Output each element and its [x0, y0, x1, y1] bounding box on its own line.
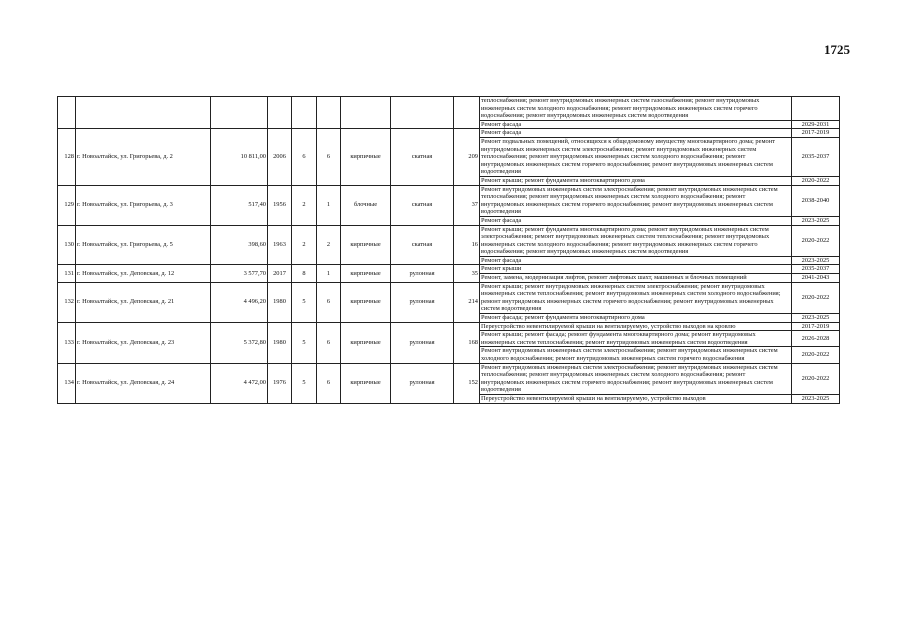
work-description: Ремонт внутридомовых инженерных систем электроснабжения; ремонт внутридомовых инженерных систем холодного водоснабжения; ремонт внутридомовых инженерных систем горячего водоснабжения: [480, 347, 792, 363]
work-description: Ремонт крыши: [480, 265, 792, 274]
total-area: 5 372,80: [211, 322, 268, 363]
entrances-count: 2: [317, 225, 341, 265]
row-number: 130: [58, 225, 76, 265]
work-description: Ремонт, замена, модернизация лифтов, ремонт лифтовых шахт, машинных и блочных помещений: [480, 274, 792, 283]
build-year: 2006: [268, 129, 292, 185]
row-number: 133: [58, 322, 76, 363]
floors-count: 6: [292, 129, 317, 185]
entrances-count: 6: [317, 363, 341, 403]
build-year: 1980: [268, 282, 292, 322]
row-number: 128: [58, 129, 76, 185]
work-description: Ремонт крыши; ремонт фундамента многоквартирного дома: [480, 176, 792, 185]
work-period: 2023-2025: [792, 394, 840, 403]
total-area: 3 577,70: [211, 265, 268, 282]
wall-material: кирпичные: [341, 129, 391, 185]
total-area: 4 496,20: [211, 282, 268, 322]
empty-cell: [268, 97, 292, 129]
work-period: 2029-2031: [792, 120, 840, 129]
entrances-count: 1: [317, 185, 341, 225]
empty-cell: [292, 97, 317, 129]
total-area: 398,60: [211, 225, 268, 265]
roof-type: рулонная: [391, 282, 454, 322]
work-description: Ремонт фасада: [480, 120, 792, 129]
entrances-count: 6: [317, 282, 341, 322]
apartments-count: 168: [454, 322, 480, 363]
wall-material: кирпичные: [341, 265, 391, 282]
work-period: 2023-2025: [792, 256, 840, 265]
empty-cell: [341, 97, 391, 129]
entrances-count: 1: [317, 265, 341, 282]
house-address: г. Новоалтайск, ул. Деповская, д. 24: [76, 363, 211, 403]
work-period: 2026-2028: [792, 331, 840, 347]
house-address: г. Новоалтайск, ул. Григорьева, д. 2: [76, 129, 211, 185]
row-number: 134: [58, 363, 76, 403]
table-row: [58, 363, 840, 394]
work-description: Ремонт фасада: [480, 129, 792, 138]
work-description: Ремонт внутридомовых инженерных систем электроснабжения; ремонт внутридомовых инженерных систем теплоснабжения; ремонт внутридомовых инженерных систем холодного водоснабжения; ремонт внутридомовых инженерных систем горячего водоснабжения; ремонт внутридомовых инженерных систем водоотведения: [480, 185, 792, 216]
total-area: 4 472,00: [211, 363, 268, 403]
floors-count: 5: [292, 282, 317, 322]
floors-count: 5: [292, 363, 317, 403]
entrances-count: 6: [317, 129, 341, 185]
work-period: 2035-2037: [792, 137, 840, 176]
apartments-count: 214: [454, 282, 480, 322]
repair-program-table: [57, 96, 840, 404]
roof-type: рулонная: [391, 322, 454, 363]
work-period: 2020-2022: [792, 176, 840, 185]
table-row: [58, 185, 840, 216]
build-year: 1980: [268, 322, 292, 363]
row-number: 131: [58, 265, 76, 282]
work-period: [792, 97, 840, 121]
work-period: 2035-2037: [792, 265, 840, 274]
roof-type: рулонная: [391, 363, 454, 403]
work-period: 2023-2025: [792, 216, 840, 225]
work-period: 2041-2043: [792, 274, 840, 283]
table-row: [58, 225, 840, 256]
apartments-count: 16: [454, 225, 480, 265]
roof-type: скатная: [391, 225, 454, 265]
work-description: Ремонт подвальных помещений, относящихся к общедомовому имуществу многоквартирного дома; ремонт внутридомовых инженерных систем электроснабжения; ремонт внутридомовых инженерных систем теплоснабжения; ремонт внутридомовых инженерных систем холодного водоснабжения; ремонт внутридомовых инженерных систем горячего водоснабжения; ремонт внутридомовых инженерных систем водоотведения: [480, 137, 792, 176]
work-description: Ремонт крыши; ремонт фундамента многоквартирного дома; ремонт внутридомовых инженерных систем электроснабжения; ремонт внутридомовых инженерных систем теплоснабжения; ремонт внутридомовых инженерных систем холодного водоснабжения; ремонт внутридомовых инженерных систем горячего водоснабжения; ремонт внутридомовых инженерных систем водоотведения: [480, 225, 792, 256]
total-area: 10 811,00: [211, 129, 268, 185]
apartments-count: 37: [454, 185, 480, 225]
empty-cell: [58, 97, 76, 129]
work-period: 2023-2025: [792, 314, 840, 323]
apartments-count: 152: [454, 363, 480, 403]
work-description: Ремонт внутридомовых инженерных систем электроснабжения; ремонт внутридомовых инженерных систем теплоснабжения; ремонт внутридомовых инженерных систем холодного водоснабжения; ремонт внутридомовых инженерных систем горячего водоснабжения; ремонт внутридомовых инженерных систем водоотведения: [480, 363, 792, 394]
house-address: г. Новоалтайск, ул. Григорьева, д. 3: [76, 185, 211, 225]
empty-cell: [454, 97, 480, 129]
roof-type: скатная: [391, 185, 454, 225]
floors-count: 2: [292, 185, 317, 225]
empty-cell: [317, 97, 341, 129]
roof-type: рулонная: [391, 265, 454, 282]
build-year: 1963: [268, 225, 292, 265]
floors-count: 5: [292, 322, 317, 363]
work-period: 2020-2022: [792, 363, 840, 394]
roof-type: скатная: [391, 129, 454, 185]
row-number: 129: [58, 185, 76, 225]
row-number: 132: [58, 282, 76, 322]
wall-material: кирпичные: [341, 282, 391, 322]
work-period: 2017-2019: [792, 129, 840, 138]
work-description: теплоснабжения; ремонт внутридомовых инженерных систем газоснабжения; ремонт внутридомовых инженерных систем холодного водоснабжения; ремонт внутридомовых инженерных систем горячего водоснабжения; ремонт внутридомовых инженерных систем водоотведения: [480, 97, 792, 121]
house-address: г. Новоалтайск, ул. Деповская, д. 12: [76, 265, 211, 282]
floors-count: 2: [292, 225, 317, 265]
empty-cell: [211, 97, 268, 129]
wall-material: кирпичные: [341, 322, 391, 363]
entrances-count: 6: [317, 322, 341, 363]
work-description: Ремонт крыши; ремонт фасада; ремонт фундамента многоквартирного дома; ремонт внутридомовых инженерных систем теплоснабжения; ремонт внутридомовых инженерных систем водоотведения: [480, 331, 792, 347]
build-year: 1956: [268, 185, 292, 225]
empty-cell: [76, 97, 211, 129]
house-address: г. Новоалтайск, ул. Деповская, д. 23: [76, 322, 211, 363]
table-row: [58, 265, 840, 274]
house-address: г. Новоалтайск, ул. Григорьева, д. 5: [76, 225, 211, 265]
work-period: 2020-2022: [792, 225, 840, 256]
empty-cell: [391, 97, 454, 129]
work-description: Ремонт фасада; ремонт фундамента многоквартирного дома: [480, 314, 792, 323]
wall-material: кирпичные: [341, 363, 391, 403]
work-period: 2020-2022: [792, 347, 840, 363]
wall-material: кирпичные: [341, 225, 391, 265]
table-row: [58, 282, 840, 313]
table-row: [58, 129, 840, 138]
apartments-count: 35: [454, 265, 480, 282]
page-number: 1725: [824, 42, 850, 57]
work-description: Переустройство невентилируемой крыши на вентилируемую, устройство выходов на кровлю: [480, 322, 792, 331]
table-row: [58, 97, 840, 121]
work-description: Ремонт фасада: [480, 256, 792, 265]
build-year: 1976: [268, 363, 292, 403]
house-address: г. Новоалтайск, ул. Деповская, д. 21: [76, 282, 211, 322]
work-period: 2020-2022: [792, 282, 840, 313]
work-description: Переустройство невентилируемой крыши на вентилируемую, устройство выходов: [480, 394, 792, 403]
total-area: 517,40: [211, 185, 268, 225]
apartments-count: 209: [454, 129, 480, 185]
work-period: 2038-2040: [792, 185, 840, 216]
wall-material: блочные: [341, 185, 391, 225]
table-row: [58, 322, 840, 331]
floors-count: 8: [292, 265, 317, 282]
table-body: [58, 97, 840, 404]
work-period: 2017-2019: [792, 322, 840, 331]
build-year: 2017: [268, 265, 292, 282]
work-description: Ремонт фасада: [480, 216, 792, 225]
work-description: Ремонт крыши; ремонт внутридомовых инженерных систем электроснабжения; ремонт внутридомовых инженерных систем теплоснабжения; ремонт внутридомовых инженерных систем холодного водоснабжения; ремонт внутридомовых инженерных систем горячего водоснабжения; ремонт внутридомовых инженерных систем водоотведения: [480, 282, 792, 313]
